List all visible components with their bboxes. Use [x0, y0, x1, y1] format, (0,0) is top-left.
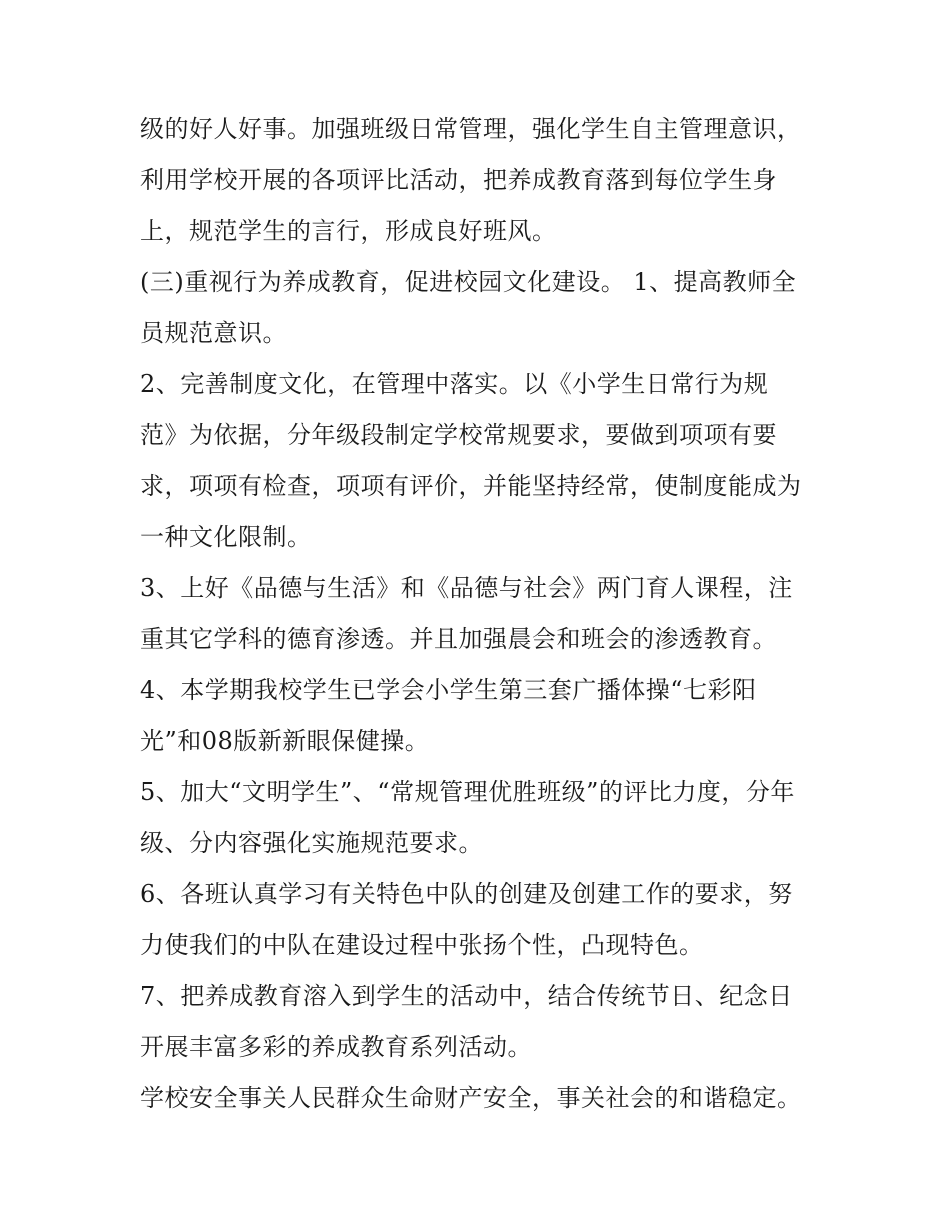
text-line: 级的好人好事。加强班级日常管理，强化学生自主管理意识，	[140, 115, 802, 143]
list-item-7-line: 7、把养成教育溶入到学生的活动中，结合传统节日、纪念日	[140, 982, 793, 1010]
text-line: 重其它学科的德育渗透。并且加强晨会和班会的渗透教育。	[140, 625, 777, 653]
paragraph-line: 学校安全事关人民群众生命财产安全，事关社会的和谐稳定。	[140, 1084, 802, 1112]
list-item-3-line: 3、上好《品德与生活》和《品德与社会》两门育人课程，注	[140, 574, 793, 602]
text-line: 求，项项有检查，项项有评价，并能坚持经常，使制度能成为	[140, 472, 802, 500]
list-item-5-line: 5、加大“文明学生”、“常规管理优胜班级”的评比力度，分年	[140, 778, 795, 806]
section-heading-line: (三)重视行为养成教育，促进校园文化建设。 1、提高教师全	[140, 268, 797, 296]
text-line: 利用学校开展的各项评比活动，把养成教育落到每位学生身	[140, 166, 777, 194]
text-line: 级、分内容强化实施规范要求。	[140, 829, 483, 857]
text-line: 力使我们的中队在建设过程中张扬个性，凸现特色。	[140, 931, 704, 959]
list-item-4-line: 4、本学期我校学生已学会小学生第三套广播体操“七彩阳	[140, 676, 757, 704]
list-item-6-line: 6、各班认真学习有关特色中队的创建及创建工作的要求，努	[140, 880, 793, 908]
text-line: 光”和08版新新眼保健操。	[140, 727, 430, 755]
text-line: 开展丰富多彩的养成教育系列活动。	[140, 1033, 532, 1061]
text-line: 员规范意识。	[140, 319, 287, 347]
text-line: 一种文化限制。	[140, 523, 312, 551]
list-item-2-line: 2、完善制度文化，在管理中落实。以《小学生日常行为规	[140, 370, 769, 398]
text-line: 范》为依据，分年级段制定学校常规要求，要做到项项有要	[140, 421, 777, 449]
text-line: 上，规范学生的言行，形成良好班风。	[140, 217, 557, 245]
